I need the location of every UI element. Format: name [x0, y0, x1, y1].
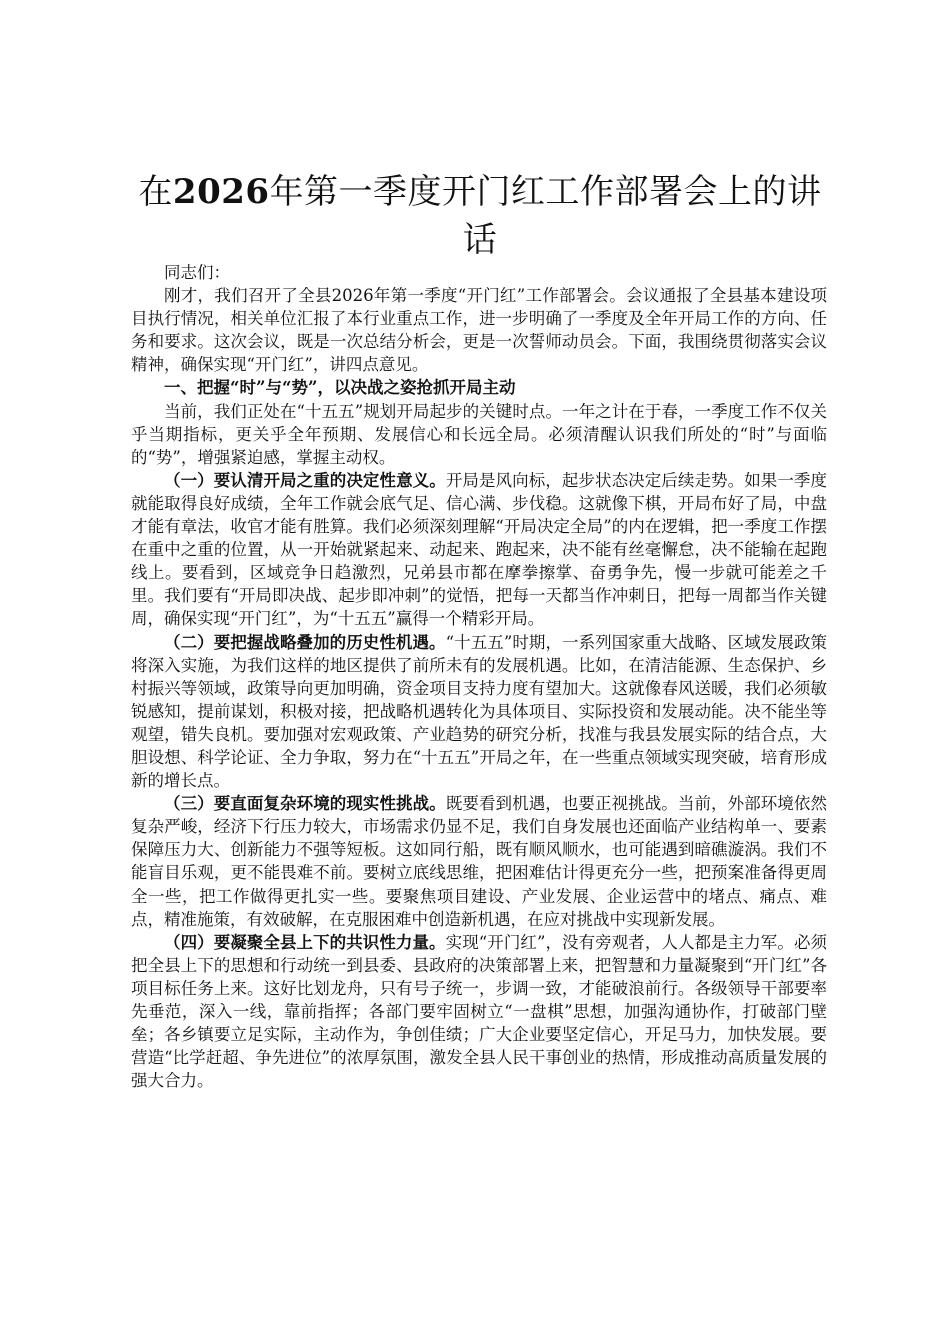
section-intro-paragraph: 当前，我们正处在“十五五”规划开局起步的关键时点。一年之计在于春，一季度工作不仅关乎当期指标，更关乎全年预期、发展信心和长远全局。必须清醒认识我们所处的“时”与面临的“势”，增强紧迫感，掌握主动权。	[131, 401, 827, 467]
subsection-text-1: 开局是风向标，起步状态决定后续走势。如果一季度就能取得良好成绩，全年工作就会底气足、信心满、步伐稳。这就像下棋，开局布好了局，中盘才能有章法，收官才能有胜算。我们必须深刻理解“开局决定全局”的内在逻辑，把一季度工作摆在重中之重的位置，从一开始就紧起来、动起来、跑起来，决不能有丝毫懈怠，决不能输在起跑线上。要看到，区域竞争日趋激烈，兄弟县市都在摩拳擦掌、奋勇争先，慢一步就可能差之千里。我们要有“开局即决战、起步即冲刺”的觉悟，把每一天都当作冲刺日，把每一周都当作关键周，确保实现“开门红”，为“十五五”赢得一个精彩开局。	[131, 470, 828, 629]
salutation: 同志们：	[164, 263, 230, 282]
subsection-lead-1: （一）要认清开局之重的决定性意义。	[164, 470, 446, 490]
document-body	[131, 261, 827, 1092]
intro-paragraph: 刚才，我们召开了全县2026年第一季度“开门红”工作部署会。会议通报了全县基本建设项目执行情况，相关单位汇报了本行业重点工作，进一步明确了一季度及全年开局工作的方向、任务和要求。这次会议，既是一次总结分析会，更是一次誓师动员会。下面，我围绕贯彻落实会议精神，确保实现“开门红”，讲四点意见。	[131, 286, 827, 375]
subsection-paragraph-2	[131, 631, 827, 793]
subsection-lead-4: （四）要凝聚全县上下的共识性力量。	[164, 932, 446, 952]
subsection-lead-3: （三）要直面复杂环境的现实性挑战。	[164, 794, 446, 814]
section-heading: 一、把握“时”与“势”，以决战之姿抢抓开局主动	[164, 378, 516, 398]
subsection-paragraph-1	[131, 469, 827, 631]
subsection-lead-2: （二）要把握战略叠加的历史性机遇。	[164, 632, 446, 652]
title-year: 2026	[172, 172, 270, 212]
document-title: 在2026年第一季度开门红工作部署会上的讲话	[138, 172, 822, 260]
subsection-text-4: 实现“开门红”，没有旁观者，人人都是主力军。必须把全县上下的思想和行动统一到县委、县政府的决策部署上来，把智慧和力量凝聚到“开门红”各项目标任务上来。这好比划龙舟，只有号子统一，步调一致，才能破浪前行。各级领导干部要率先垂范，深入一线，靠前指挥；各部门要牢固树立“一盘棋”思想，加强沟通协作，打破部门壁垒；各乡镇要立足实际，主动作为，争创佳绩；广大企业要坚定信心，开足马力，加快发展。要营造“比学赶超、争先进位”的浓厚氛围，激发全县人民干事创业的热情，形成推动高质量发展的强大合力。	[131, 932, 828, 1091]
subsection-text-3: 既要看到机遇，也要正视挑战。当前，外部环境依然复杂严峻，经济下行压力较大，市场需求仍显不足，我们自身发展也还面临产业结构单一、要素保障压力大、创新能力不强等短板。这如同行船，既有顺风顺水，也可能遇到暗礁漩涡。我们不能盲目乐观，更不能畏难不前。要树立底线思维，把困难估计得更充分一些，把预案准备得更周全一些，把工作做得更扎实一些。要聚焦项目建设、产业发展、企业运营中的堵点、痛点、难点，精准施策，有效破解，在克服困难中创造新机遇，在应对挑战中实现新发展。	[131, 794, 828, 929]
subsection-text-2: “十五五”时期，一系列国家重大战略、区域发展政策将深入实施，为我们这样的地区提供了前所未有的发展机遇。比如，在清洁能源、生态保护、乡村振兴等领域，政策导向更加明确，资金项目支持力度有望加大。这就像春风送暖，我们必须敏锐感知，提前谋划，积极对接，把战略机遇转化为具体项目、实际投资和发展动能。决不能坐等观望，错失良机。要加强对宏观政策、产业趋势的研究分析，找准与我县发展实际的结合点，大胆设想、科学论证、全力争取，努力在“十五五”开局之年，在一些重点领域实现突破，培育形成新的增长点。	[131, 632, 828, 791]
subsection-paragraph-3	[131, 792, 827, 931]
subsection-paragraph-4	[131, 931, 827, 1093]
